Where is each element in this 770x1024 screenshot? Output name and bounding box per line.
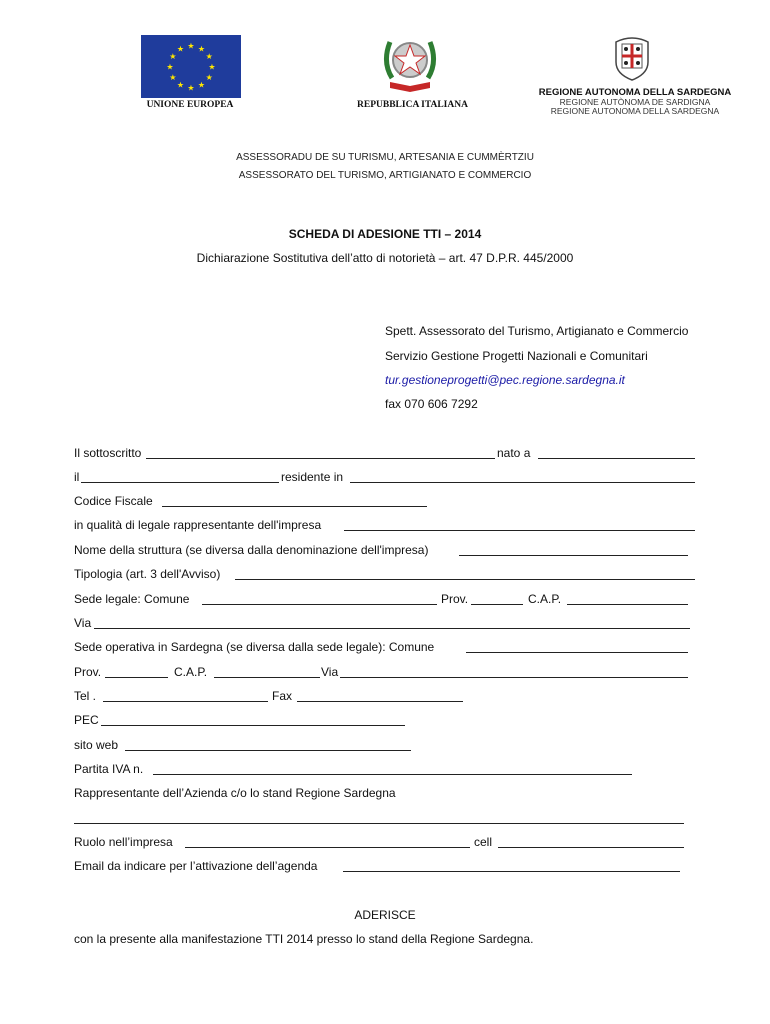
eu-star-icon: ★ bbox=[197, 44, 206, 54]
field-codice-fiscale[interactable] bbox=[162, 494, 427, 507]
field-sede-legale-cap[interactable] bbox=[567, 592, 688, 605]
label-fax: Fax bbox=[272, 689, 293, 703]
form-row-tipologia bbox=[0, 567, 770, 583]
field-name[interactable] bbox=[146, 446, 495, 459]
label-ruolo: Ruolo nell’impresa bbox=[74, 835, 173, 849]
label-via: Via bbox=[74, 616, 92, 630]
form-row-sottoscritto bbox=[0, 446, 770, 462]
form-row-ruolo bbox=[0, 835, 770, 851]
field-sede-legale-via[interactable] bbox=[94, 616, 690, 629]
field-tel[interactable] bbox=[103, 689, 268, 702]
form-row-pec bbox=[0, 713, 770, 729]
field-sede-legale-comune[interactable] bbox=[202, 592, 437, 605]
label-tipologia: Tipologia (art. 3 dell'Avviso) bbox=[74, 567, 221, 581]
field-birthplace[interactable] bbox=[538, 446, 695, 459]
field-email-agenda[interactable] bbox=[343, 859, 680, 872]
eu-star-icon: ★ bbox=[187, 41, 195, 51]
eu-star-icon: ★ bbox=[197, 80, 206, 90]
recipient-line-2: Servizio Gestione Progetti Nazionali e Comunitari bbox=[385, 349, 648, 363]
recipient-email-link[interactable]: tur.gestioneprogetti@pec.regione.sardegna.it bbox=[385, 373, 625, 387]
label-sede-operativa: Sede operativa in Sardegna (se diversa dalla sede legale): Comune bbox=[74, 640, 435, 654]
eu-star-icon: ★ bbox=[205, 52, 213, 61]
eu-star-icon: ★ bbox=[205, 73, 213, 82]
eu-star-icon: ★ bbox=[169, 73, 177, 82]
field-impresa[interactable] bbox=[344, 518, 695, 531]
form-row-sito-web bbox=[0, 738, 770, 754]
label-sito-web: sito web bbox=[74, 738, 119, 752]
form-row-il bbox=[0, 470, 770, 486]
form-row-sede-legale bbox=[0, 592, 770, 608]
form-row-rappresentante bbox=[0, 786, 770, 802]
field-sede-operativa-comune[interactable] bbox=[466, 640, 688, 653]
label-sede-legale-comune: Sede legale: Comune bbox=[74, 592, 190, 606]
label-codice-fiscale: Codice Fiscale bbox=[74, 494, 153, 508]
label-pec: PEC bbox=[74, 713, 99, 727]
label-cell: cell bbox=[474, 835, 493, 849]
label-nome-struttura: Nome della struttura (se diversa dalla denominazione dell'impresa) bbox=[74, 543, 429, 557]
document-subtitle: Dichiarazione Sostitutiva dell’atto di notorietà – art. 47 D.P.R. 445/2000 bbox=[196, 251, 574, 265]
eu-star-icon: ★ bbox=[166, 62, 174, 72]
department-italian: ASSESSORATO DEL TURISMO, ARTIGIANATO E COMMERCIO bbox=[238, 170, 532, 181]
eu-label: UNIONE EUROPEA bbox=[146, 100, 234, 110]
eu-star-icon: ★ bbox=[169, 52, 177, 61]
recipient-fax: fax 070 606 7292 bbox=[385, 397, 478, 411]
label-email-agenda: Email da indicare per l’attivazione dell’agenda bbox=[74, 859, 318, 873]
sardegna-crest-logo bbox=[612, 34, 652, 82]
label-sottoscritto: Il sottoscritto bbox=[74, 446, 142, 460]
field-sede-legale-prov[interactable] bbox=[471, 592, 523, 605]
form-row-sede-operativa bbox=[0, 640, 770, 656]
label-il: il bbox=[74, 470, 80, 484]
italian-emblem-logo bbox=[380, 32, 440, 94]
eu-star-icon: ★ bbox=[187, 83, 195, 93]
form-row-rappresentante-blank bbox=[0, 811, 770, 827]
field-tipologia[interactable] bbox=[235, 567, 695, 580]
field-ruolo[interactable] bbox=[185, 835, 470, 848]
sardegna-label-1: REGIONE AUTONOMA DELLA SARDEGNA bbox=[538, 87, 732, 98]
form-row-tel-fax bbox=[0, 689, 770, 705]
label-prov: Prov. bbox=[74, 665, 102, 679]
label-prov: Prov. bbox=[441, 592, 469, 606]
label-nato-a: nato a bbox=[497, 446, 531, 460]
label-legale-rappresentante: in qualità di legale rappresentante dell'impresa bbox=[74, 518, 322, 532]
field-sede-operativa-via[interactable] bbox=[340, 665, 688, 678]
form-row-legale bbox=[0, 518, 770, 534]
eu-star-icon: ★ bbox=[176, 80, 185, 90]
field-nome-struttura[interactable] bbox=[459, 543, 688, 556]
field-cell[interactable] bbox=[498, 835, 684, 848]
italy-label: REPUBBLICA ITALIANA bbox=[357, 100, 468, 110]
form-row-email-agenda bbox=[0, 859, 770, 875]
document-title: SCHEDA DI ADESIONE TTI – 2014 bbox=[288, 227, 482, 241]
aderisce-heading: ADERISCE bbox=[354, 908, 416, 922]
form-row-codice-fiscale bbox=[0, 494, 770, 510]
recipient-line-1: Spett. Assessorato del Turismo, Artigianato e Commercio bbox=[385, 324, 689, 338]
field-birthdate[interactable] bbox=[81, 470, 279, 483]
field-pec[interactable] bbox=[101, 713, 405, 726]
eu-star-icon: ★ bbox=[176, 44, 185, 54]
form-row-sede-operativa-address bbox=[0, 665, 770, 681]
field-sede-operativa-cap[interactable] bbox=[214, 665, 320, 678]
department-sardinian: ASSESSORADU DE SU TURISMU, ARTESANIA E CUMMÈRTZIU bbox=[236, 152, 534, 163]
label-via: Via bbox=[321, 665, 339, 679]
label-partita-iva: Partita IVA n. bbox=[74, 762, 144, 776]
field-residence[interactable] bbox=[350, 470, 695, 483]
label-cap: C.A.P. bbox=[174, 665, 208, 679]
label-residente-in: residente in bbox=[281, 470, 344, 484]
field-partita-iva[interactable] bbox=[153, 762, 632, 775]
field-sito-web[interactable] bbox=[125, 738, 411, 751]
label-cap: C.A.P. bbox=[528, 592, 562, 606]
form-row-nome-struttura bbox=[0, 543, 770, 559]
eu-star-icon: ★ bbox=[208, 62, 216, 72]
eu-flag-logo bbox=[141, 35, 241, 98]
closing-statement: con la presente alla manifestazione TTI 2014 presso lo stand della Regione Sardegna. bbox=[74, 932, 534, 946]
field-sede-operativa-prov[interactable] bbox=[105, 665, 168, 678]
sardegna-label-3: REGIONE AUTONOMA DELLA SARDEGNA bbox=[550, 106, 720, 116]
sardegna-label-2: REGIONE AUTÒNOMA DE SARDIGNA bbox=[559, 97, 711, 107]
form-row-via bbox=[0, 616, 770, 632]
field-fax[interactable] bbox=[297, 689, 463, 702]
field-rappresentante[interactable] bbox=[74, 811, 684, 824]
label-tel: Tel . bbox=[74, 689, 97, 703]
label-rappresentante: Rappresentante dell’Azienda c/o lo stand Regione Sardegna bbox=[74, 786, 396, 800]
form-row-partita-iva bbox=[0, 762, 770, 778]
